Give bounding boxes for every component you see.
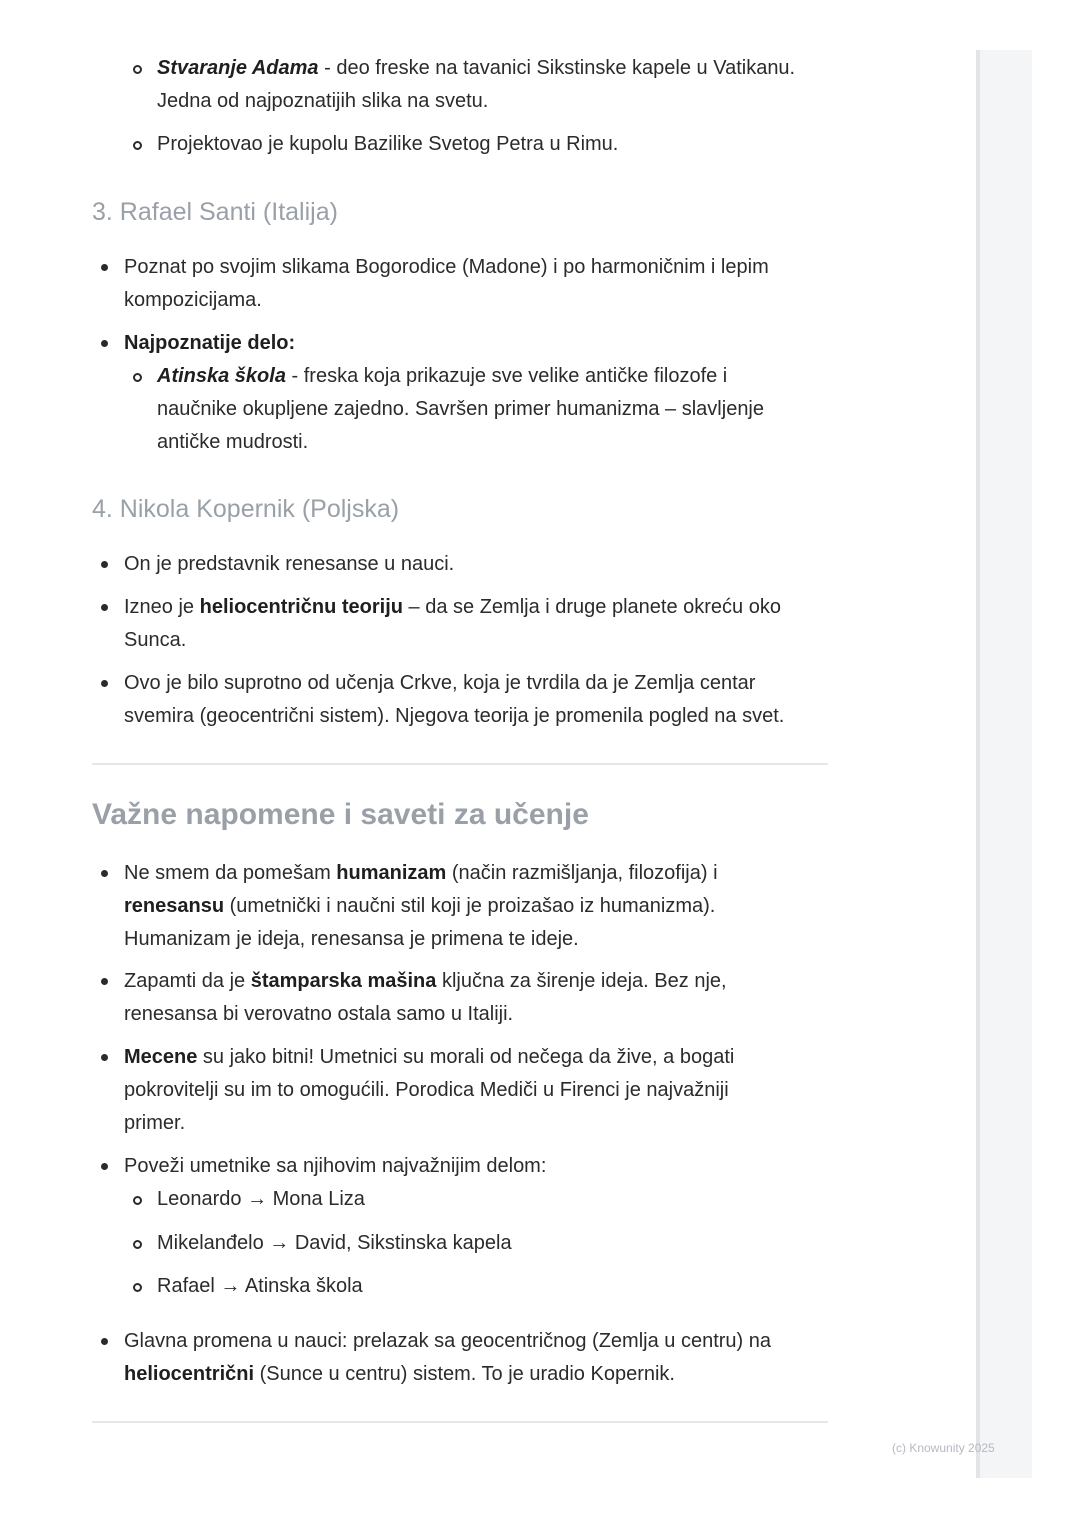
right-margin-panel bbox=[976, 50, 1032, 1478]
list-item-napomena-5: Glavna promena u nauci: prelazak sa geocentričnog (Zemlja u centru) na heliocentrični (Sunce u centru) sistem. To je uradio Kopernik. bbox=[124, 1330, 772, 1385]
section-divider bbox=[92, 763, 828, 765]
list-item-napomena-1: Ne smem da pomešam humanizam (način razmišljanja, filozofija) i renesansu (umetnički i naučni stil koji je proizašao iz humanizma). Humanizam je ideja, renesansa je primena te ideje. bbox=[124, 862, 718, 950]
list-item-kopernik-2: Izneo je heliocentričnu teoriju – da se Zemlja i druge planete okreću oko Sunca. bbox=[124, 596, 781, 651]
list-item-pair: Mikelanđelo → David, Sikstinska kapela bbox=[157, 1232, 512, 1254]
sub-bullet bbox=[133, 141, 142, 150]
bullet bbox=[101, 561, 108, 568]
list-item-kopernik-1: On je predstavnik renesanse u nauci. bbox=[124, 553, 455, 575]
sub-bullet bbox=[133, 1240, 142, 1249]
sub-bullet bbox=[133, 373, 142, 382]
heading-kopernik: 4. Nikola Kopernik (Poljska) bbox=[92, 495, 400, 523]
sub-bullet bbox=[133, 65, 142, 74]
bullet bbox=[101, 604, 108, 611]
heading-rafael: 3. Rafael Santi (Italija) bbox=[92, 198, 338, 226]
list-item-kupola: Projektovao je kupolu Bazilike Svetog Petra u Rimu. bbox=[157, 133, 619, 155]
list-item-pair: Rafael → Atinska škola bbox=[157, 1275, 363, 1297]
bullet bbox=[101, 264, 108, 271]
section-divider bbox=[92, 1421, 828, 1423]
watermark: (c) Knowunity 2025 bbox=[892, 1441, 995, 1455]
list-item-napomena-4: Poveži umetnike sa njihovim najvažnijim delom: bbox=[124, 1155, 547, 1177]
list-item-atinska-skola: Atinska škola - freska koja prikazuje sve velike antičke filozofe i naučnike okupljene zajedno. Savršen primer humanizma – slavljenje antičke mudrosti. bbox=[157, 365, 765, 453]
bullet bbox=[101, 1054, 108, 1061]
bullet bbox=[101, 1163, 108, 1170]
bullet bbox=[101, 1338, 108, 1345]
list-item-napomena-2: Zapamti da je štamparska mašina ključna za širenje ideja. Bez nje, renesansa bi verovatno ostala samo u Italiji. bbox=[124, 970, 727, 1025]
list-item-rafael-poznat: Poznat po svojim slikama Bogorodice (Madone) i po harmoničnim i lepim kompozicijama. bbox=[124, 256, 769, 311]
bullet bbox=[101, 870, 108, 877]
list-item-najpoznatije-delo: Najpoznatije delo: bbox=[124, 332, 296, 354]
bullet bbox=[101, 978, 108, 985]
list-item-pair: Leonardo → Mona Liza bbox=[157, 1188, 365, 1210]
bullet bbox=[101, 340, 108, 347]
sub-bullet bbox=[133, 1283, 142, 1292]
list-item-stvaranje-adama: Stvaranje Adama - deo freske na tavanici Sikstinske kapele u Vatikanu. Jedna od najpoznatijih slika na svetu. bbox=[157, 57, 796, 112]
heading-napomene: Važne napomene i saveti za učenje bbox=[92, 798, 589, 831]
bullet bbox=[101, 680, 108, 687]
sub-bullet bbox=[133, 1196, 142, 1205]
list-item-napomena-3: Mecene su jako bitni! Umetnici su morali od nečega da žive, a bogati pokrovitelji su im to omogućili. Porodica Mediči u Firenci je najvažniji primer. bbox=[124, 1046, 735, 1134]
list-item-kopernik-3: Ovo je bilo suprotno od učenja Crkve, koja je tvrdila da je Zemlja centar svemira (geocentrični sistem). Njegova teorija je promenila pogled na svet. bbox=[124, 672, 785, 727]
